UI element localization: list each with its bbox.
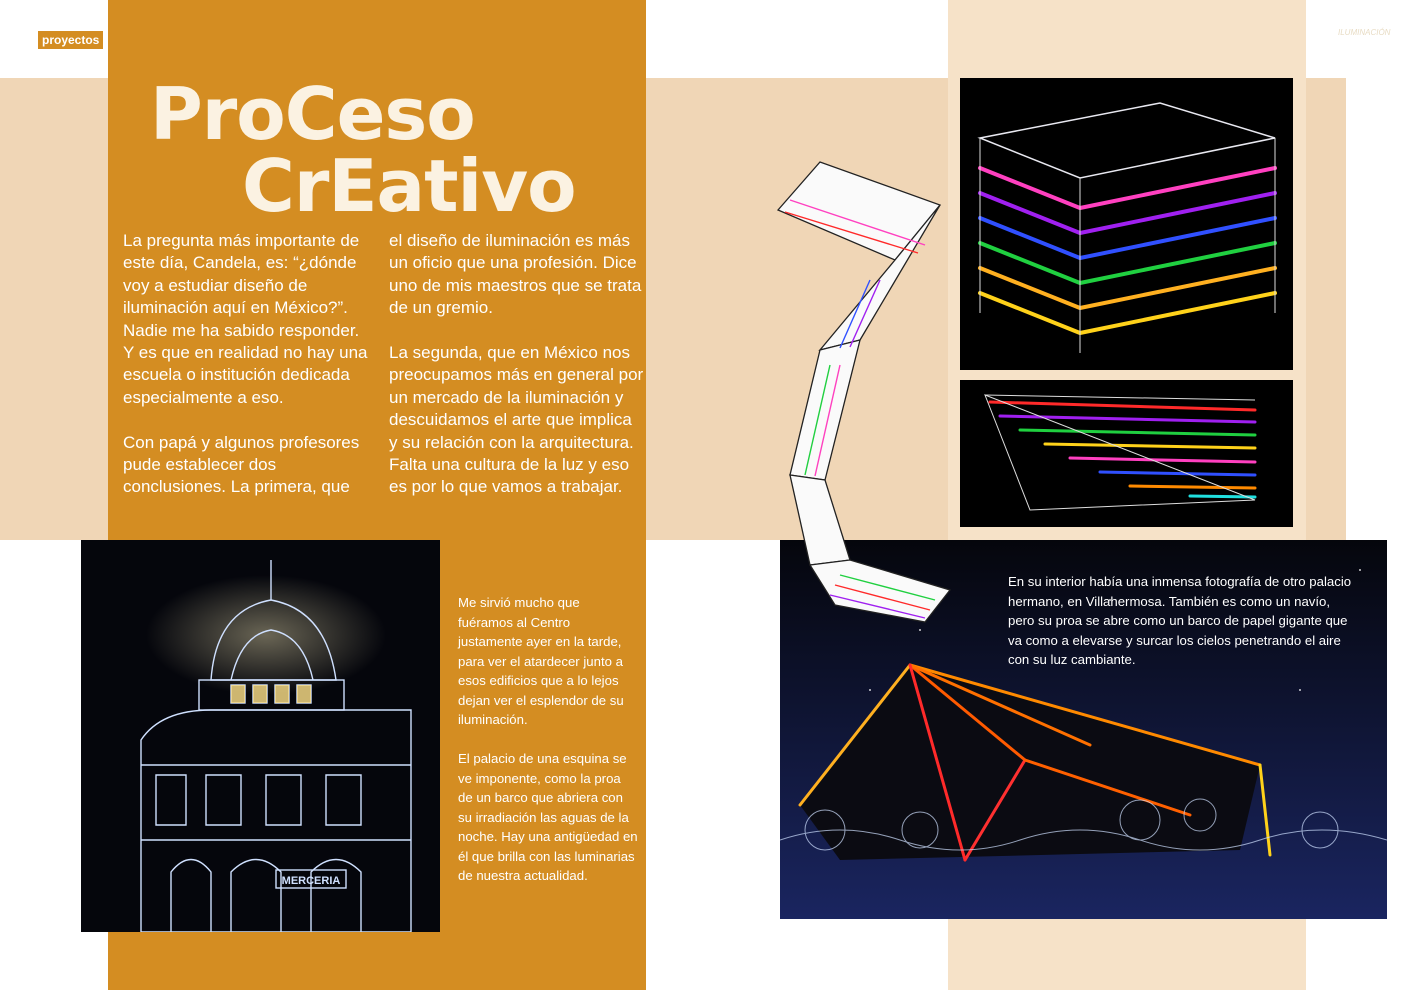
title-line-1: ProCeso <box>150 72 475 156</box>
neon-triangle-sketch <box>960 380 1293 527</box>
magazine-logo: ILUMINACIÓN <box>1338 28 1391 37</box>
paragraph: El palacio de una esquina se ve imponente, como la proa de un barco que abriera con su irradiación las aguas de la noche. Hay una antigüedad en él que brilla con las luminarias de nuestra actualidad. <box>458 751 638 883</box>
paragraph: Con papá y algunos profesores pude establecer dos conclusiones. La primera, que <box>123 432 360 497</box>
text-column-1 <box>123 230 373 521</box>
title-line-2: CrEativo <box>242 144 576 228</box>
folded-paper-sketch <box>760 150 960 640</box>
paragraph: Me sirvió mucho que fuéramos al Centro justamente ayer en la tarde, para ver el atardecer junto a esos edificios que a lo lejos dejan ver el esplendor de su iluminación. <box>458 595 624 727</box>
paragraph: La segunda, que en México nos preocupamos más en general por un mercado de la iluminación y descuidamos el arte que implica y su relación con la arquitectura. Falta una cultura de la luz y eso es por lo que vamos a trabajar. <box>389 343 644 497</box>
photo-caption: En su interior había una inmensa fotografía de otro palacio hermano, en Villahermosa. También es como un navío, pero su proa se abre como un barco de papel gigante que va como a elevarse y surcar los cielos penetrando el aire con su luz cambiante. <box>1008 574 1352 668</box>
sidebar-text <box>458 593 638 905</box>
building-photo <box>81 540 440 932</box>
paragraph: La pregunta más importante de este día, Candela, es: “¿dónde voy a estudiar diseño de iluminación aquí en México?”. Nadie me ha sabido responder. Y es que en realidad no hay una escuela o institución dedicada especialmente a eso. <box>123 231 368 407</box>
article-title <box>150 72 630 228</box>
neon-block-sketch <box>960 78 1293 370</box>
section-tag: proyectos <box>38 31 103 49</box>
paragraph: el diseño de iluminación es más un oficio que una profesión. Dice uno de mis maestros que se trata de un gremio. <box>389 231 642 318</box>
building-sign: MERCERIA <box>281 875 341 887</box>
text-column-2 <box>389 230 644 521</box>
